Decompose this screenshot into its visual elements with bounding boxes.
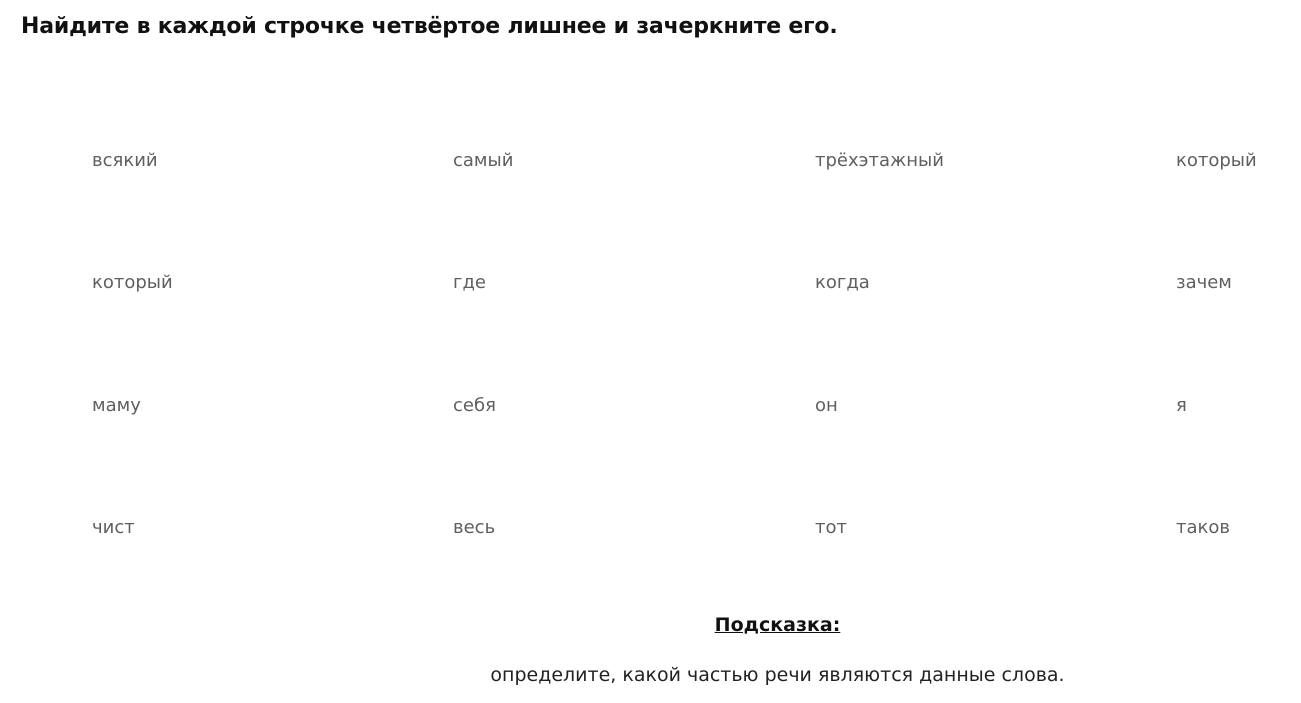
- word-option[interactable]: где: [453, 272, 486, 293]
- word-option[interactable]: зачем: [1176, 272, 1232, 293]
- word-option[interactable]: таков: [1176, 517, 1231, 538]
- word-option[interactable]: всякий: [92, 150, 158, 171]
- hint-text: определите, какой частью речи являются данные слова.: [490, 664, 1065, 686]
- word-row-2: [0, 271, 1301, 299]
- word-row-4: [0, 516, 1301, 544]
- word-option[interactable]: он: [815, 395, 838, 416]
- hint-label: Подсказка:: [714, 614, 841, 636]
- task-title: Найдите в каждой строчке четвёртое лишнее и зачеркните его.: [21, 14, 838, 39]
- word-option[interactable]: который: [1176, 150, 1257, 171]
- word-option[interactable]: себя: [453, 395, 496, 416]
- word-option[interactable]: весь: [453, 517, 496, 538]
- word-row-1: [0, 149, 1301, 177]
- word-option[interactable]: трёхэтажный: [815, 150, 944, 171]
- word-option[interactable]: я: [1176, 395, 1187, 416]
- word-option[interactable]: самый: [453, 150, 514, 171]
- word-option[interactable]: тот: [815, 517, 847, 538]
- word-option[interactable]: чист: [92, 517, 135, 538]
- word-option[interactable]: маму: [92, 395, 141, 416]
- word-row-3: [0, 394, 1301, 422]
- word-option[interactable]: который: [92, 272, 173, 293]
- word-option[interactable]: когда: [815, 272, 870, 293]
